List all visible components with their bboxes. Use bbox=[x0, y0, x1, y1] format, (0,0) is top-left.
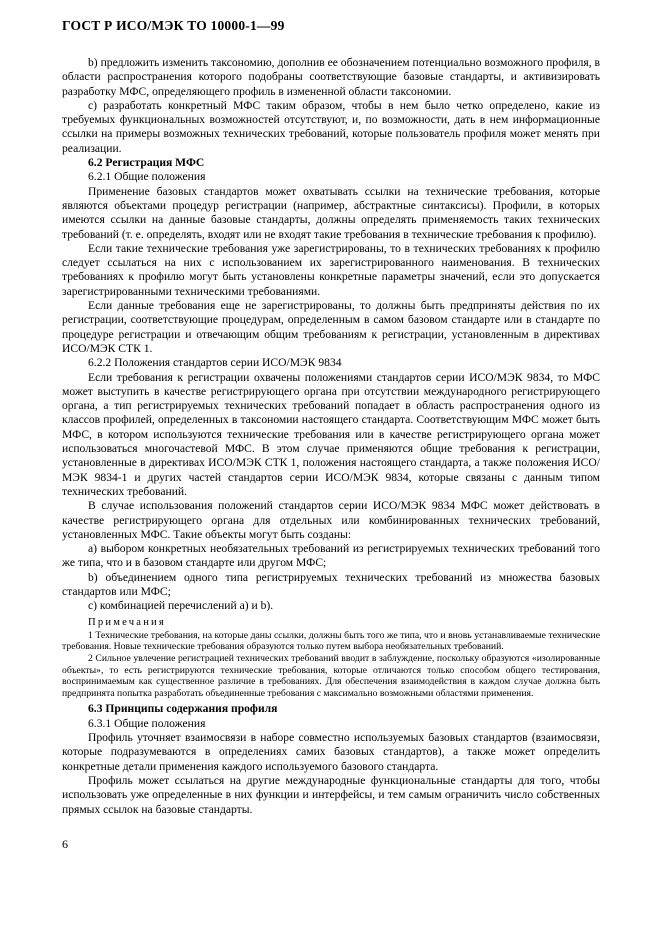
section-heading-6-3: 6.3 Принципы содержания профиля bbox=[88, 702, 278, 716]
paragraph: Если данные требования еще не зарегистрированы, то должны быть предприняты действия по их регистрации, соответствующие процедурам, определенным в самом базовом стандарте или в стандарте по процедуре регистрации и отвечающим общим требованиям к регистрации, установленным в директивах ИСО/МЭК СТК 1. bbox=[62, 299, 600, 355]
note-1: 1 Технические требования, на которые даны ссылки, должны быть того же типа, что и вновь устанавливаемые технические требования. Новые технические требования образуются только путем выбора необязательных требований. bbox=[62, 629, 600, 653]
paragraph: В случае использования положений стандартов серии ИСО/МЭК 9834 МФС может действовать в качестве регистрирующего органа для отдельных или комбинированных технических требований, установленных МФС. Такие объекты могут быть созданы: bbox=[62, 499, 600, 541]
paragraph: Профиль уточняет взаимосвязи в наборе совместно используемых базовых стандартов (взаимосвязи, которые подразумеваются в определениях самих базовых стандартов), а также может определить конкретные детали применения каждого используемого базового стандарта. bbox=[62, 731, 600, 773]
list-item-a: а) выбором конкретных необязательных требований из регистрируемых технических требований того же типа, что и в базовом стандарте или другом МФС; bbox=[62, 542, 600, 570]
subsection-heading-6-2-2: 6.2.2 Положения стандартов серии ИСО/МЭК 9834 bbox=[88, 356, 342, 370]
document-page bbox=[62, 18, 600, 817]
note-2: 2 Сильное увлечение регистрацией технических требований вводит в заблуждение, поскольку образуются «изолированные объекты», то есть регистрируются технические требования, которые отличаются только способом общего тестирования, воспринимаемым как существенное различие в требованиях. Для обеспечения взаимодействия в каждом случае должна быть предпринята попытка разработать объединенные требования с максимально возможными областями применения. bbox=[62, 653, 600, 699]
list-item-c: с) комбинацией перечислений а) и b). bbox=[88, 599, 274, 613]
page-number: 6 bbox=[62, 837, 68, 851]
paragraph: Если требования к регистрации охвачены положениями стандартов серии ИСО/МЭК 9834, то МФС может выступить в качестве регистрирующего органа при отсутствии международного регистрирующего органа, а тип регистрируемых технических требований попадает в область распространения одного из классов профилей, определенных в таксономии настоящего стандарта. Соответствующим МФС может быть МФС, в котором используются технические требования или в качестве регистрирующего органа может использоваться многочастевой МФС. В этом случае применяются общие требования к регистрации, установленные в директивах ИСО/МЭК СТК 1, положения настоящего стандарта, а также положения ИСО/МЭК 9834-1 и других частей стандартов серии ИСО/МЭК 9834, которые связаны с данным типом технических требований. bbox=[62, 370, 600, 498]
paragraph: Если такие технические требования уже зарегистрированы, то в технических требованиях к профилю следует ссылаться на них с использованием их зарегистрированного наименования. В технических требованиях к профилю могут быть установлены конкретные параметры значений, если это допускается зарегистрированными техническими требованиями. bbox=[62, 241, 600, 298]
paragraph-item-c: с) разработать конкретный МФС таким образом, чтобы в нем было четко определено, какие из требуемых функциональных возможностей отсутствуют, и, по возможности, дать в нем информационные ссылки на примеры возможных технических требований, которые пользователь профиля может менять при реализации. bbox=[62, 98, 600, 155]
subsection-heading-6-3-1: 6.3.1 Общие положения bbox=[88, 716, 206, 730]
document-header: ГОСТ Р ИСО/МЭК ТО 10000-1—99 bbox=[62, 18, 285, 33]
paragraph: Профиль может ссылаться на другие международные функциональные стандарты для того, чтобы использовать уже определенные в них функции и интерфейсы, и тем самым ограничить число собственных прямых ссылок на базовые стандарты. bbox=[62, 773, 600, 816]
subsection-heading-6-2-1: 6.2.1 Общие положения bbox=[88, 170, 206, 184]
notes-title: Примечания bbox=[88, 616, 166, 628]
section-heading-6-2: 6.2 Регистрация МФС bbox=[88, 156, 205, 170]
paragraph: Применение базовых стандартов может охватывать ссылки на технические требования, которые являются объектами процедур регистрации (например, абстрактные синтаксисы). Профили, в которых имеются ссылки на данные базовые стандарты, должны определять применяемость таких технических требований (т. е. определять, входят или не входят такие требования в технические требования к профилю). bbox=[62, 184, 600, 241]
paragraph-item-b: b) предложить изменить таксономию, дополнив ее обозначением потенциально возможного профиля, в области распространения которого подобраны соответствующие базовые стандарты, и активизировать разработку МФС, определяющего профиль в измененной области таксономии. bbox=[62, 56, 600, 98]
list-item-b: b) объединением одного типа регистрируемых технических требований из множества базовых стандартов или МФС; bbox=[62, 570, 600, 598]
